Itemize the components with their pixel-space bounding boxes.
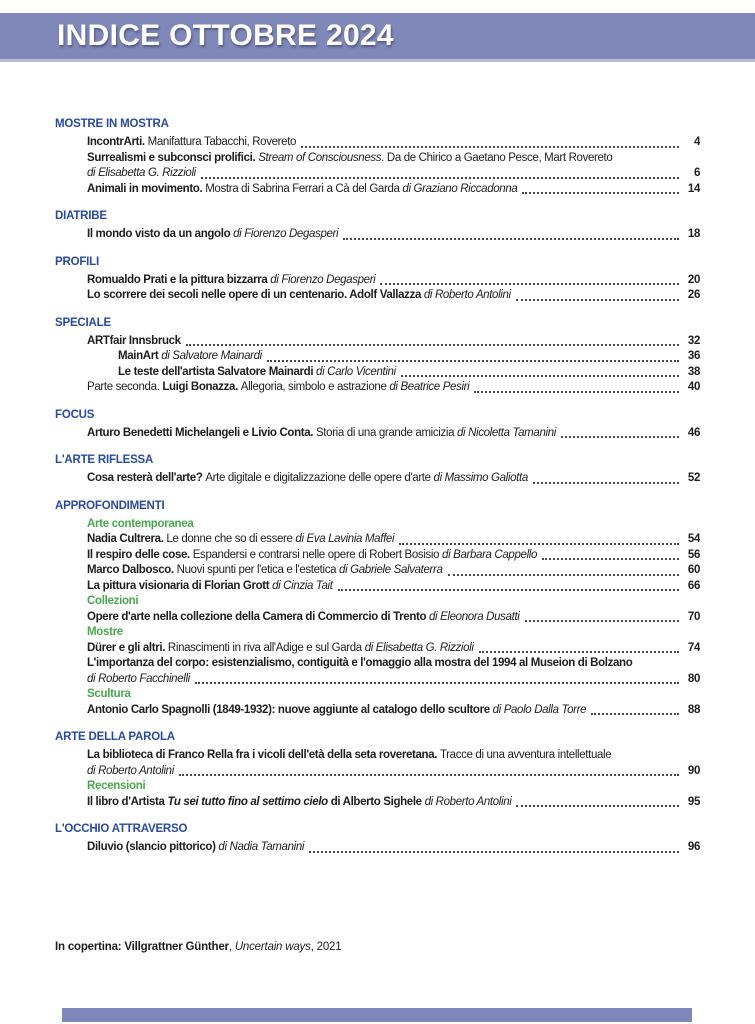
- toc-text-segment: Dürer e gli altri.: [87, 641, 168, 654]
- toc-text-segment: di Elisabetta G. Rizzioli: [87, 167, 196, 179]
- toc-text-segment: Luigi Bonazza.: [162, 381, 241, 393]
- toc-text-segment: Mostra di Sabrina Ferrari a Cà del Garda: [205, 182, 403, 195]
- toc-entry-line: [55, 656, 700, 672]
- toc-entry-line: [55, 151, 700, 167]
- toc-entry-line: [55, 579, 700, 595]
- page-number: 52: [687, 472, 700, 484]
- page-number: 6: [693, 167, 700, 179]
- toc-text-segment: Antonio Carlo Spagnolli (1849-1932): nuove aggiunte al catalogo dello scultore: [87, 703, 493, 716]
- toc-text-segment: di Massimo Galiotta: [433, 472, 528, 484]
- toc-section-title: SPECIALE: [55, 316, 111, 329]
- toc-entry-text: [118, 349, 262, 365]
- toc-text-segment: Stream of Consciousness: [258, 151, 382, 164]
- toc-subsection-title: Recensioni: [87, 780, 146, 792]
- cover-credit-year: , 2021: [310, 941, 342, 953]
- toc-text-segment: Opere d'arte nella collezione della Camera di Commercio di Trento: [87, 610, 429, 623]
- dot-leader: [516, 299, 679, 301]
- dot-leader: [474, 391, 679, 393]
- toc-text-segment: Lo scorrere dei secoli nelle opere di un centenario. Adolf Vallazza: [87, 289, 424, 301]
- toc-entry-text: [87, 548, 537, 564]
- dot-leader: [179, 774, 679, 776]
- page-number: 38: [687, 365, 700, 378]
- toc-section-title: FOCUS: [55, 408, 95, 421]
- toc-entry-line: [55, 795, 700, 811]
- cover-credit-separator: ,: [228, 941, 235, 953]
- dot-leader: [343, 238, 679, 240]
- cover-credit-artist: In copertina: Villgrattner Günther: [55, 941, 229, 953]
- page-number: 4: [693, 136, 700, 148]
- bottom-bar: [62, 1008, 692, 1022]
- toc-text-segment: Tu sei tutto fino al settimo cielo: [167, 795, 328, 808]
- toc-text-segment: Arturo Benedetti Michelangeli e Livio Conta.: [87, 426, 316, 439]
- page-number: 18: [687, 228, 700, 240]
- dot-leader: [479, 651, 679, 653]
- toc-entry-text: [87, 182, 517, 198]
- toc-text-segment: Nuovi spunti per l'etica e l'estetica: [176, 564, 340, 576]
- toc-entry-text: [87, 795, 511, 811]
- toc-text-segment: Nadia Cultrera.: [87, 533, 167, 545]
- toc-section: [55, 116, 700, 197]
- toc-section-title: L'ARTE RIFLESSA: [55, 454, 154, 466]
- toc-entry-line: [55, 349, 700, 365]
- toc-text-segment: Arte digitale e digitalizzazione delle opere d'arte: [205, 472, 434, 484]
- page-number: 95: [687, 795, 700, 808]
- page-number: 54: [687, 533, 700, 545]
- toc-entry-text: [87, 532, 394, 548]
- toc-text-segment: di Fiorenzo Degasperi: [233, 228, 339, 240]
- dot-leader: [301, 146, 679, 148]
- dot-leader: [267, 360, 679, 362]
- toc-entry-text: [87, 610, 520, 626]
- page-number: 96: [687, 841, 700, 853]
- toc-section: [55, 254, 700, 304]
- page-number: 56: [687, 548, 700, 561]
- toc-text-segment: di Roberto Antolini: [87, 764, 174, 777]
- toc-entry-line: [55, 532, 700, 548]
- toc-entry-line: [55, 334, 700, 350]
- toc-text-segment: di Eleonora Dusatti: [429, 610, 520, 623]
- toc-text-segment: di Alberto Sighele: [327, 795, 425, 808]
- toc-text-segment: di Roberto Antolini: [424, 795, 512, 808]
- toc-subsection-title: Collezioni: [87, 595, 139, 607]
- page-number: 70: [687, 610, 700, 623]
- toc-text-segment: di Barbara Cappello: [442, 548, 538, 561]
- toc-entry-text: [87, 273, 375, 289]
- toc-text-segment: La biblioteca di Franco Rella fra i vicoli dell'età della seta roveretana.: [87, 749, 440, 761]
- toc-subsection-title: Scultura: [87, 688, 131, 700]
- toc-text-segment: MainArt: [118, 350, 162, 362]
- toc-entry-line: [55, 380, 700, 396]
- toc-section: [55, 315, 700, 396]
- dot-leader: [201, 177, 679, 179]
- page-number: 36: [687, 350, 700, 362]
- toc-text-segment: di Roberto Antolini: [423, 289, 511, 301]
- table-of-contents: [55, 116, 700, 856]
- toc-text-segment: Tracce di una avventura intellettuale: [439, 749, 612, 761]
- toc-text-segment: Rinascimenti in riva all'Adige e sul Garda: [167, 641, 365, 654]
- toc-section: [55, 452, 700, 487]
- page-number: 88: [687, 703, 700, 716]
- dot-leader: [338, 589, 679, 591]
- toc-entry-text: [87, 166, 196, 182]
- toc-section-title: ARTE DELLA PAROLA: [55, 731, 175, 743]
- toc-entry-line: [55, 641, 700, 657]
- dot-leader: [399, 543, 679, 545]
- toc-text-segment: L'importanza del corpo: esistenzialismo, contiguità e l'omaggio alla mostra del 1994 al Museion di Bolzano: [87, 657, 633, 669]
- toc-section-title: MOSTRE IN MOSTRA: [55, 118, 169, 130]
- toc-entry-text: [87, 426, 556, 442]
- toc-text-segment: di Paolo Dalla Torre: [492, 703, 587, 716]
- page-number: 14: [687, 182, 700, 195]
- toc-text-segment: di Salvatore Mainardi: [161, 350, 262, 362]
- toc-text-segment: Espandersi e contrarsi nelle opere di Robert Bosisio: [192, 548, 443, 561]
- toc-subsection-title: Arte contemporanea: [87, 517, 194, 530]
- toc-entry-line: [55, 426, 700, 442]
- page-number: 32: [687, 334, 700, 347]
- toc-entry-line: [55, 672, 700, 688]
- page-banner: [0, 13, 755, 62]
- toc-entry-text: [87, 641, 474, 657]
- toc-text-segment: di Cinzia Tait: [272, 579, 333, 592]
- toc-entry-text: [87, 840, 304, 856]
- page-number: 26: [687, 289, 700, 301]
- toc-entry-text: [87, 227, 338, 243]
- toc-text-segment: di Fiorenzo Degasperi: [270, 273, 376, 286]
- toc-section: [55, 498, 700, 719]
- toc-section: [55, 821, 700, 856]
- toc-entry-text: [87, 656, 632, 672]
- toc-section-title: PROFILI: [55, 255, 99, 268]
- dot-leader: [542, 558, 679, 560]
- toc-entry-line: [55, 288, 700, 304]
- toc-entry-line: [55, 135, 700, 151]
- toc-text-segment: Romualdo Prati e la pittura bizzarra: [87, 273, 271, 286]
- toc-text-segment: di Carlo Vicentini: [316, 365, 396, 378]
- toc-text-segment: di Elisabetta G. Rizzioli: [364, 641, 474, 654]
- page-number: 80: [687, 672, 700, 685]
- toc-text-segment: La pittura visionaria di Florian Grott: [87, 579, 273, 592]
- page-number: 74: [687, 641, 700, 654]
- toc-entry-text: [87, 563, 443, 579]
- toc-entry-text: [87, 748, 611, 764]
- toc-text-segment: di Gabriele Salvaterra: [339, 564, 443, 576]
- toc-text-segment: Manifattura Tabacchi, Rovereto: [147, 136, 297, 148]
- dot-leader: [561, 436, 679, 438]
- page-number: 46: [687, 426, 700, 439]
- toc-entry-line: [55, 227, 700, 243]
- toc-text-segment: Allegoria, simbolo e astrazione: [240, 381, 390, 393]
- toc-text-segment: di Graziano Riccadonna: [402, 182, 518, 195]
- page-number: 40: [687, 381, 700, 393]
- dot-leader: [533, 482, 679, 484]
- page-number: 66: [687, 579, 700, 592]
- toc-entry-line: [55, 610, 700, 626]
- toc-entry-line: [55, 748, 700, 764]
- toc-entry-line: [55, 703, 700, 719]
- toc-text-segment: ARTfair Innsbruck: [87, 334, 181, 347]
- toc-text-segment: Le donne che so di essere: [166, 533, 296, 545]
- toc-section-title: DIATRIBE: [55, 210, 107, 222]
- toc-text-segment: di Nadia Tamanini: [218, 841, 305, 853]
- dot-leader: [186, 344, 679, 346]
- toc-entry-line: [55, 840, 700, 856]
- toc-text-segment: . Da de Chirico a Gaetano Pesce, Mart Rovereto: [381, 151, 613, 164]
- toc-entry-line: [55, 182, 700, 198]
- dot-leader: [516, 805, 679, 807]
- page-number: 20: [687, 273, 700, 286]
- dot-leader: [380, 283, 679, 285]
- dot-leader: [309, 851, 679, 853]
- toc-entry-text: [87, 579, 333, 595]
- toc-subsection-title: Mostre: [87, 626, 123, 638]
- toc-text-segment: Le teste dell'artista Salvatore Mainardi: [118, 365, 317, 378]
- toc-text-segment: di Eva Lavinia Maffei: [295, 533, 395, 545]
- toc-text-segment: Animali in movimento.: [87, 182, 206, 195]
- toc-entry-line: [55, 166, 700, 182]
- toc-text-segment: Il mondo visto da un angolo: [87, 228, 234, 240]
- toc-entry-text: [87, 380, 469, 396]
- toc-text-segment: Marco Dalbosco.: [87, 564, 177, 576]
- toc-text-segment: Parte seconda.: [87, 381, 163, 393]
- toc-text-segment: di Beatrice Pesiri: [389, 381, 470, 393]
- page-number: 60: [687, 564, 700, 576]
- toc-entry-line: [55, 563, 700, 579]
- toc-entry-line: [55, 273, 700, 289]
- toc-entry-text: [87, 135, 296, 151]
- page-number: 90: [687, 764, 700, 777]
- toc-section: [55, 208, 700, 243]
- dot-leader: [401, 375, 679, 377]
- toc-text-segment: Surrealismi e subconsci prolifici.: [87, 151, 259, 164]
- dot-leader: [448, 574, 679, 576]
- toc-text-segment: di Roberto Facchinelli: [87, 672, 190, 685]
- toc-entry-line: [55, 764, 700, 780]
- toc-entry-line: [55, 548, 700, 564]
- cover-credit: [55, 941, 341, 953]
- toc-entry-text: [87, 288, 511, 304]
- toc-text-segment: Il libro d'Artista: [87, 795, 168, 808]
- toc-section: [55, 729, 700, 810]
- toc-section-title: APPROFONDIMENTI: [55, 499, 165, 512]
- toc-text-segment: IncontrArti.: [87, 136, 148, 148]
- toc-text-segment: Il respiro delle cose.: [87, 548, 193, 561]
- toc-entry-line: [55, 471, 700, 487]
- toc-entry-text: [87, 471, 528, 487]
- toc-text-segment: Storia di una grande amicizia: [315, 426, 457, 439]
- toc-text-segment: di Nicoletta Tamanini: [456, 426, 556, 439]
- cover-credit-work-title: Uncertain ways: [234, 941, 311, 953]
- toc-entry-text: [87, 672, 190, 688]
- dot-leader: [195, 682, 679, 684]
- toc-entry-text: [87, 764, 174, 780]
- page-title: INDICE OTTOBRE 2024: [57, 19, 394, 52]
- toc-text-segment: Cosa resterà dell'arte?: [87, 472, 206, 484]
- toc-section-title: L'OCCHIO ATTRAVERSO: [55, 823, 188, 835]
- toc-entry-line: [55, 365, 700, 381]
- dot-leader: [525, 620, 679, 622]
- toc-entry-text: [118, 365, 396, 381]
- toc-entry-text: [87, 334, 181, 350]
- dot-leader: [522, 192, 679, 194]
- toc-entry-text: [87, 151, 612, 167]
- toc-section: [55, 407, 700, 442]
- toc-entry-text: [87, 703, 586, 719]
- dot-leader: [591, 713, 679, 715]
- toc-text-segment: Diluvio (slancio pittorico): [87, 841, 219, 853]
